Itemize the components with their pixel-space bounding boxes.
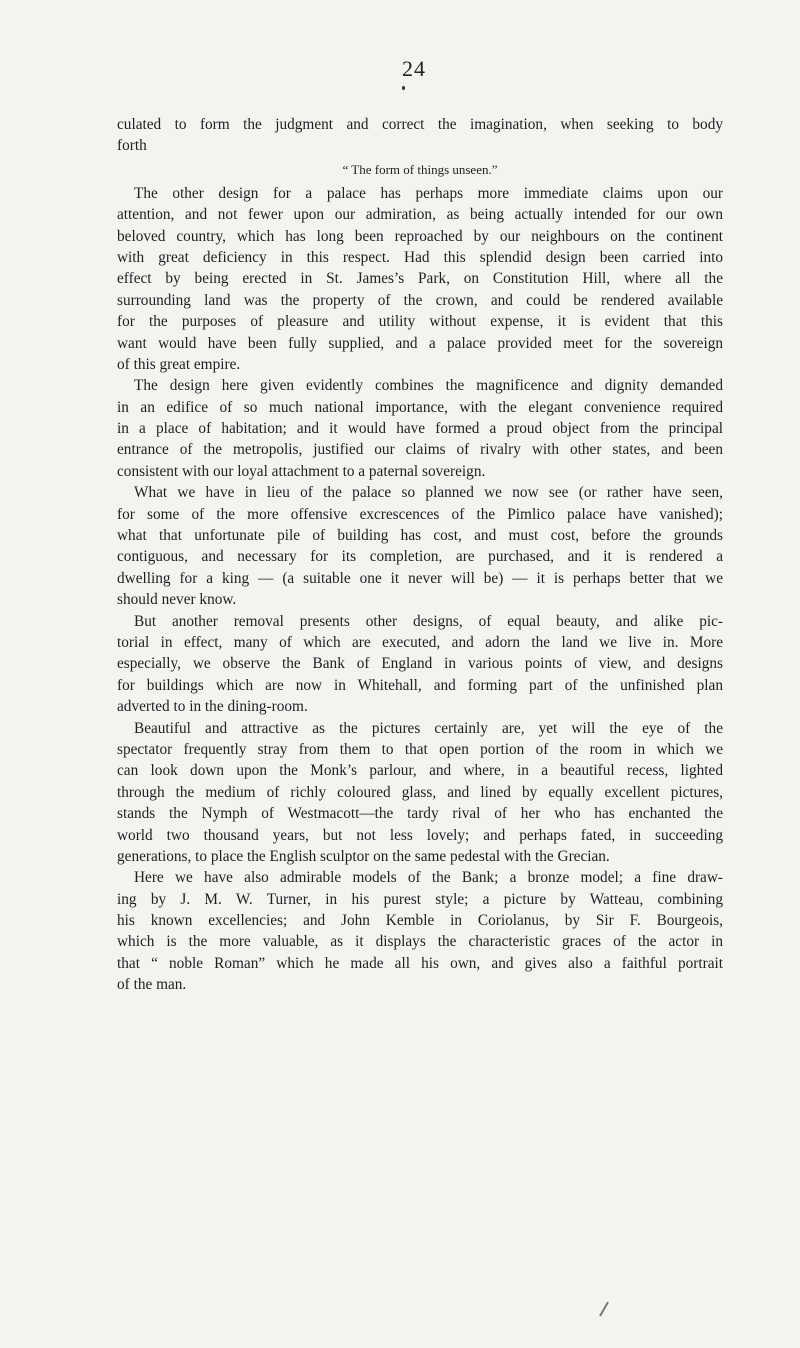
text-line: through the medium of richly coloured glass, and lined by equally excellent pictures,	[117, 783, 723, 801]
text-line: stands the Nymph of Westmacott—the tardy rival of her who has enchanted the	[117, 805, 723, 823]
pencil-stroke-mark	[599, 1302, 609, 1317]
text-line: ing by J. M. W. Turner, in his purest style; a picture by Watteau, combining	[117, 890, 723, 908]
text-line: world two thousand years, but not less lovely; and perhaps fated, in succeeding	[117, 826, 723, 844]
text-line: with great deficiency in this respect. Had this splendid design been carried into	[117, 248, 723, 266]
text-line: of the man.	[117, 976, 187, 994]
text-line: beloved country, which has long been reproached by our neighbours on the continent	[117, 227, 723, 245]
text-line: want would have been fully supplied, and a palace provided meet for the sovereign	[117, 334, 723, 352]
text-line: consistent with our loyal attachment to a paternal sovereign.	[117, 462, 486, 480]
text-line: for the purposes of pleasure and utility without expense, it is evident that this	[117, 313, 723, 331]
text-line: spectator frequently stray from them to that open portion of the room in which we	[117, 740, 723, 758]
paragraph-first-line: The other design for a palace has perhaps more immediate claims upon our	[134, 184, 723, 202]
text-line: for buildings which are now in Whitehall, and forming part of the unfinished plan	[117, 676, 723, 694]
text-line: dwelling for a king — (a suitable one it never will be) — it is perhaps better that we	[117, 569, 723, 587]
paragraph-first-line: What we have in lieu of the palace so planned we now see (or rather have seen,	[134, 484, 723, 502]
text-line: torial in effect, many of which are executed, and adorn the land we live in. More	[117, 633, 723, 651]
text-line: forth	[117, 137, 147, 155]
text-line: in an edifice of so much national importance, with the elegant convenience required	[117, 398, 723, 416]
text-line: effect by being erected in St. James’s Park, on Constitution Hill, where all the	[117, 270, 723, 288]
paragraph-first-line: But another removal presents other designs, of equal beauty, and alike pic-	[134, 612, 723, 630]
ink-dot-mark	[402, 86, 405, 90]
body-text	[117, 114, 723, 996]
text-line: culated to form the judgment and correct the imagination, when seeking to body	[117, 116, 723, 133]
paragraph-first-line: The design here given evidently combines the magnificence and dignity demanded	[134, 377, 723, 395]
text-line: what that unfortunate pile of building has cost, and must cost, before the grounds	[117, 527, 723, 545]
paragraph-first-line: Beautiful and attractive as the pictures certainly are, yet will the eye of the	[134, 719, 723, 737]
text-line: attention, and not fewer upon our admiration, as being actually intended for our own	[117, 206, 723, 224]
text-line: especially, we observe the Bank of England in various points of view, and designs	[117, 655, 723, 673]
text-line: in a place of habitation; and it would have formed a proud object from the principal	[117, 420, 723, 438]
page-number	[0, 56, 800, 82]
text-line: that “ noble Roman” which he made all his own, and gives also a faithful portrait	[117, 954, 723, 972]
text-line: should never know.	[117, 591, 237, 609]
text-line: surrounding land was the property of the crown, and could be rendered available	[117, 291, 723, 309]
text-line: for some of the more offensive excrescences of the Pimlico palace have vanished);	[117, 505, 723, 523]
page-number-text: 24	[402, 56, 426, 81]
text-line: contiguous, and necessary for its completion, are purchased, and it is rendered a	[117, 548, 723, 566]
text-line: generations, to place the English sculptor on the same pedestal with the Grecian.	[117, 847, 610, 865]
text-line: can look down upon the Monk’s parlour, and where, in a beautiful recess, lighted	[117, 762, 723, 780]
paragraph-first-line: Here we have also admirable models of the Bank; a bronze model; a fine draw-	[134, 869, 723, 887]
text-line: entrance of the metropolis, justified our claims of rivalry with other states, and been	[117, 441, 723, 459]
text-line: adverted to in the dining-room.	[117, 698, 308, 716]
text-line: of this great empire.	[117, 355, 241, 373]
quotation-line: “ The form of things unseen.”	[342, 161, 498, 177]
text-line: which is the more valuable, as it displays the characteristic graces of the actor in	[117, 933, 723, 951]
text-line: his known excellencies; and John Kemble in Coriolanus, by Sir F. Bourgeois,	[117, 912, 723, 930]
